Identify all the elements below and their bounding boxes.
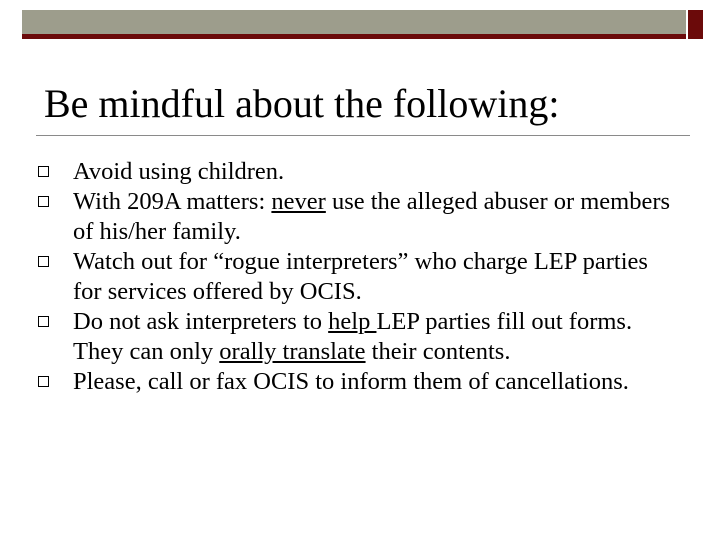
bullet-item bbox=[38, 157, 678, 187]
bullet-text: use the alleged abuser or members of his/her family. bbox=[73, 188, 671, 245]
bullet-text: LEP parties fill out forms. They can only bbox=[73, 308, 633, 365]
square-bullet-icon bbox=[38, 256, 49, 267]
emphasis-underlined: orally translate bbox=[219, 338, 366, 365]
header-bar bbox=[22, 10, 686, 34]
emphasis-underlined: help bbox=[328, 308, 377, 335]
bullet-item bbox=[38, 187, 678, 247]
bullet-text: Do not ask interpreters to bbox=[73, 308, 329, 335]
emphasis-underlined: never bbox=[271, 188, 326, 215]
bullet-text: Avoid using children. bbox=[73, 158, 285, 185]
header-accent-line bbox=[22, 34, 686, 39]
bullet-item bbox=[38, 247, 678, 307]
bullet-list bbox=[38, 157, 678, 397]
bullet-text: With 209A matters: bbox=[73, 188, 272, 215]
bullet-text: Please, call or fax OCIS to inform them of cancellations. bbox=[73, 368, 629, 395]
square-bullet-icon bbox=[38, 316, 49, 327]
bullet-text: Watch out for “rogue interpreters” who charge LEP parties for services offered by OCIS. bbox=[73, 248, 648, 305]
square-bullet-icon bbox=[38, 196, 49, 207]
header-corner-block bbox=[688, 10, 703, 34]
title-divider bbox=[36, 135, 690, 136]
bullet-item bbox=[38, 367, 678, 397]
header-corner-block-lower bbox=[688, 34, 703, 39]
slide-title: Be mindful about the following: bbox=[44, 81, 560, 126]
square-bullet-icon bbox=[38, 376, 49, 387]
square-bullet-icon bbox=[38, 166, 49, 177]
bullet-text: their contents. bbox=[365, 338, 511, 365]
bullet-item bbox=[38, 307, 678, 367]
